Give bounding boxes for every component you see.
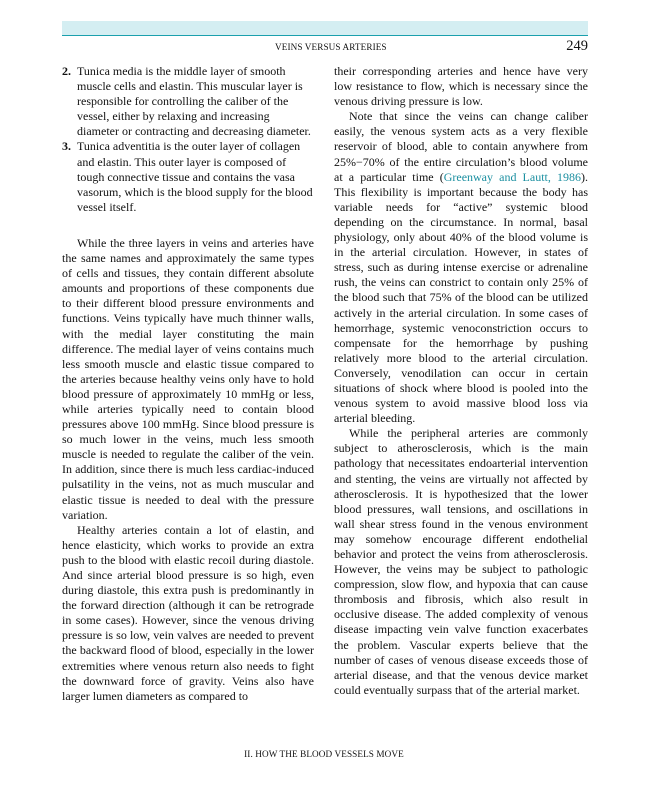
spacer <box>62 215 314 236</box>
body-paragraph: While the peripheral arteries are commonly subject to atherosclerosis, which is the main pathology that necessitates endoarterial intervention and stenting, the veins are virtually not affected by atherosclerosis. It is hypothesized that the lower blood pressures, wall tensions, and oscillations in wall shear stress found in the venous environment may somehow encourage different endothelial behavior and protect the veins from atherosclerosis. However, the veins may be subject to pathologic compression, slow flow, and hypoxia that can cause thrombosis and fibrosis, which also result in occlusive disease. The added complexity of venous disease impacting vein valve function exacerbates the problem. Vascular experts believe that the number of cases of venous disease exceeds those of arterial disease, and that the venous device market could eventually surpass that of the arterial market. <box>334 426 588 697</box>
header-rule <box>62 35 588 36</box>
list-item-number: 3. <box>62 139 71 154</box>
running-title: VEINS VERSUS ARTERIES <box>275 42 387 52</box>
header-band <box>62 21 588 35</box>
left-column <box>62 64 314 704</box>
body-paragraph <box>334 109 588 426</box>
paragraph-text: ). This flexibility is important because the body has variable needs for “active” systemic blood depending on the circumstance. In normal, basal physiology, only about 40% of the blood volume is in the arterial circulation. However, in states of stress, such as during intense exercise or adrenaline rush, the veins can constrict to contain only 25% of the blood such that 75% of the blood can be utilized actively in the arterial circulation. In some cases of hemorrhage, systemic venoconstriction occurs to compensate for the hemorrhage by pushing relatively more blood to the arterial circulation. Conversely, venodilation can occur in certain situations of shock where blood is pooled into the venous system to avoid massive blood loss via arterial bleeding. <box>334 169 588 426</box>
citation-link[interactable]: Greenway and Lautt, 1986 <box>443 169 581 184</box>
list-item <box>62 64 314 139</box>
footer-section-title: II. HOW THE BLOOD VESSELS MOVE <box>244 749 404 759</box>
list-item-number: 2. <box>62 64 71 78</box>
list-item-text: Tunica adventitia is the outer layer of collagen and elastin. This outer layer is composed of tough connective tissue and contains the vasa vasorum, which is the blood supply for the blood vessel itself. <box>77 139 313 214</box>
body-paragraph: While the three layers in veins and arteries have the same names and approximately the same types of cells and tissues, they contain different absolute amounts and proportions of these components due to their different blood pressure environments and functions. Veins typically have much thinner walls, with the medial layer constituting the main difference. The medial layer of veins contains much less smooth muscle and elastic tissue compared to the arteries because healthy veins only have to hold blood pressure of approximately 10 mmHg or less, while arteries typically need to contain blood pressures above 100 mmHg. Since blood pressure is so much lower in the veins, much less smooth muscle is needed to regulate the caliber of the vein. In addition, since there is much less cardiac-induced pulsatility in the veins, not as much muscular and elastic tissue is needed to deal with the pressure variation. <box>62 235 314 522</box>
list-item <box>62 139 314 214</box>
body-paragraph: their corresponding arteries and hence have very low resistance to flow, which is necessary since the venous driving pressure is low. <box>334 64 588 109</box>
page-number: 249 <box>566 38 588 54</box>
list-item-text: Tunica media is the middle layer of smooth muscle cells and elastin. This muscular layer is responsible for controlling the caliber of the vessel, either by relaxing and increasing diameter or contracting and decreasing diameter. <box>77 64 311 139</box>
tunica-layers-list <box>62 64 314 215</box>
running-head <box>62 38 588 55</box>
right-column <box>334 64 588 698</box>
body-paragraph: Healthy arteries contain a lot of elastin, and hence elasticity, which works to provide an extra push to the blood with elastic recoil during diastole. And since arterial blood pressure is so high, even during diastole, this extra push is predominantly in the forward direction (although it can be retrograde in some cases). However, since the venous driving pressure is so low, vein valves are needed to prevent the backward flood of blood, especially in the lower extremities where venous return also needs to fight the downward force of gravity. Veins also have larger lumen diameters as compared to <box>62 522 314 703</box>
paragraph-text: Note that since the veins can change caliber easily, the venous system acts as a very flexible reservoir of blood, able to contain anywhere from 25%−70% of the entire circulation’s blood volume at a particular time ( <box>334 109 588 184</box>
